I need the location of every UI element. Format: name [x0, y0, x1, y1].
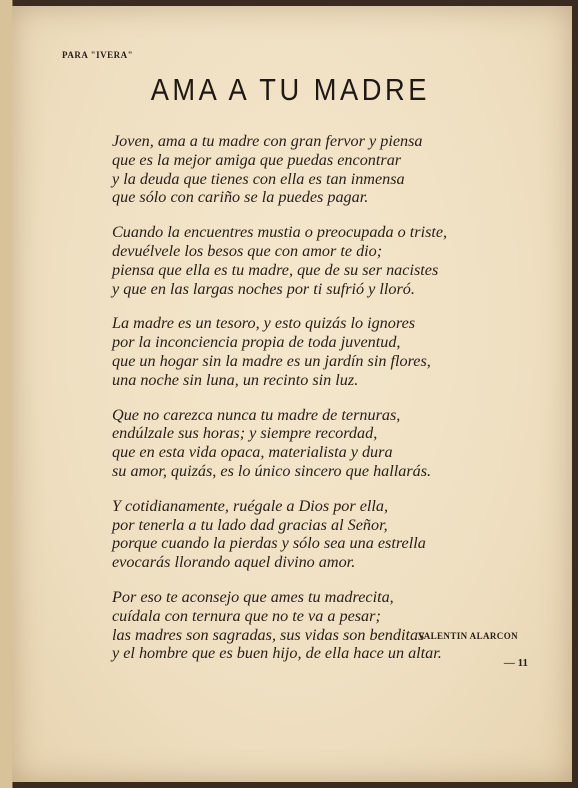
- poem-line: Joven, ama a tu madre con gran fervor y piensa: [112, 132, 423, 150]
- poem-line: La madre es un tesoro, y esto quizás lo ignores: [112, 314, 416, 333]
- poem-line: su amor, quizás, es lo único sincero que hallarás.: [112, 461, 432, 480]
- poem-line: devuélvele los besos que con amor te dio;: [112, 241, 383, 260]
- poem-line: Y cotidianamente, ruégale a Dios por ella,: [112, 496, 389, 515]
- poem-line: endúlzale sus horas; y siempre recordad,: [112, 424, 378, 443]
- poem-line: y que en las largas noches por ti sufrió y lloró.: [112, 279, 415, 298]
- poem-line: piensa que ella es tu madre, que de su ser nacistes: [112, 260, 439, 279]
- stanza: [112, 588, 542, 663]
- poem-line: cuídala con ternura que no te va a pesar;: [112, 606, 381, 625]
- poem-line: que en esta vida opaca, materialista y dura: [112, 443, 393, 462]
- poem-line: y la deuda que tienes con ella es tan inmensa: [112, 169, 405, 188]
- stanza: [112, 132, 542, 207]
- stanza: [112, 406, 542, 481]
- poem-line: que es la mejor amiga que puedas encontrar: [112, 150, 402, 169]
- poem-line: por la inconciencia propia de toda juventud,: [112, 333, 401, 352]
- poem-line: una noche sin luna, un recinto sin luz.: [112, 370, 359, 389]
- stanza: [112, 497, 542, 572]
- poem-line: las madres son sagradas, sus vidas son benditas: [112, 625, 425, 644]
- poem-line: Que no carezca nunca tu madre de ternuras,: [112, 405, 401, 424]
- dedication: PARA "IVERA": [62, 50, 134, 60]
- poem-line: que un hogar sin la madre es un jardín sin flores,: [112, 351, 431, 370]
- poem-line: porque cuando la pierdas y sólo sea una estrella: [112, 534, 426, 553]
- page-number: — 11: [503, 657, 528, 669]
- poem-title: AMA A TU MADRE: [150, 72, 430, 107]
- poem-line: que sólo con cariño se la puedes pagar.: [112, 188, 369, 207]
- poem-line: y el hombre que es buen hijo, de ella hace un altar.: [112, 644, 442, 663]
- poem-line: evocarás llorando aquel divino amor.: [112, 553, 356, 572]
- author-signature: VALENTIN ALARCON: [417, 631, 518, 641]
- stanza: [112, 314, 542, 389]
- poem-line: por tenerla a tu lado dad gracias al Señor,: [112, 515, 388, 534]
- poem-body: [112, 132, 542, 679]
- stanza: [112, 223, 542, 298]
- poem-line: Cuando la encuentres mustia o preocupada o triste,: [112, 223, 448, 242]
- poem-line: Por eso te aconsejo que ames tu madrecita,: [112, 587, 394, 606]
